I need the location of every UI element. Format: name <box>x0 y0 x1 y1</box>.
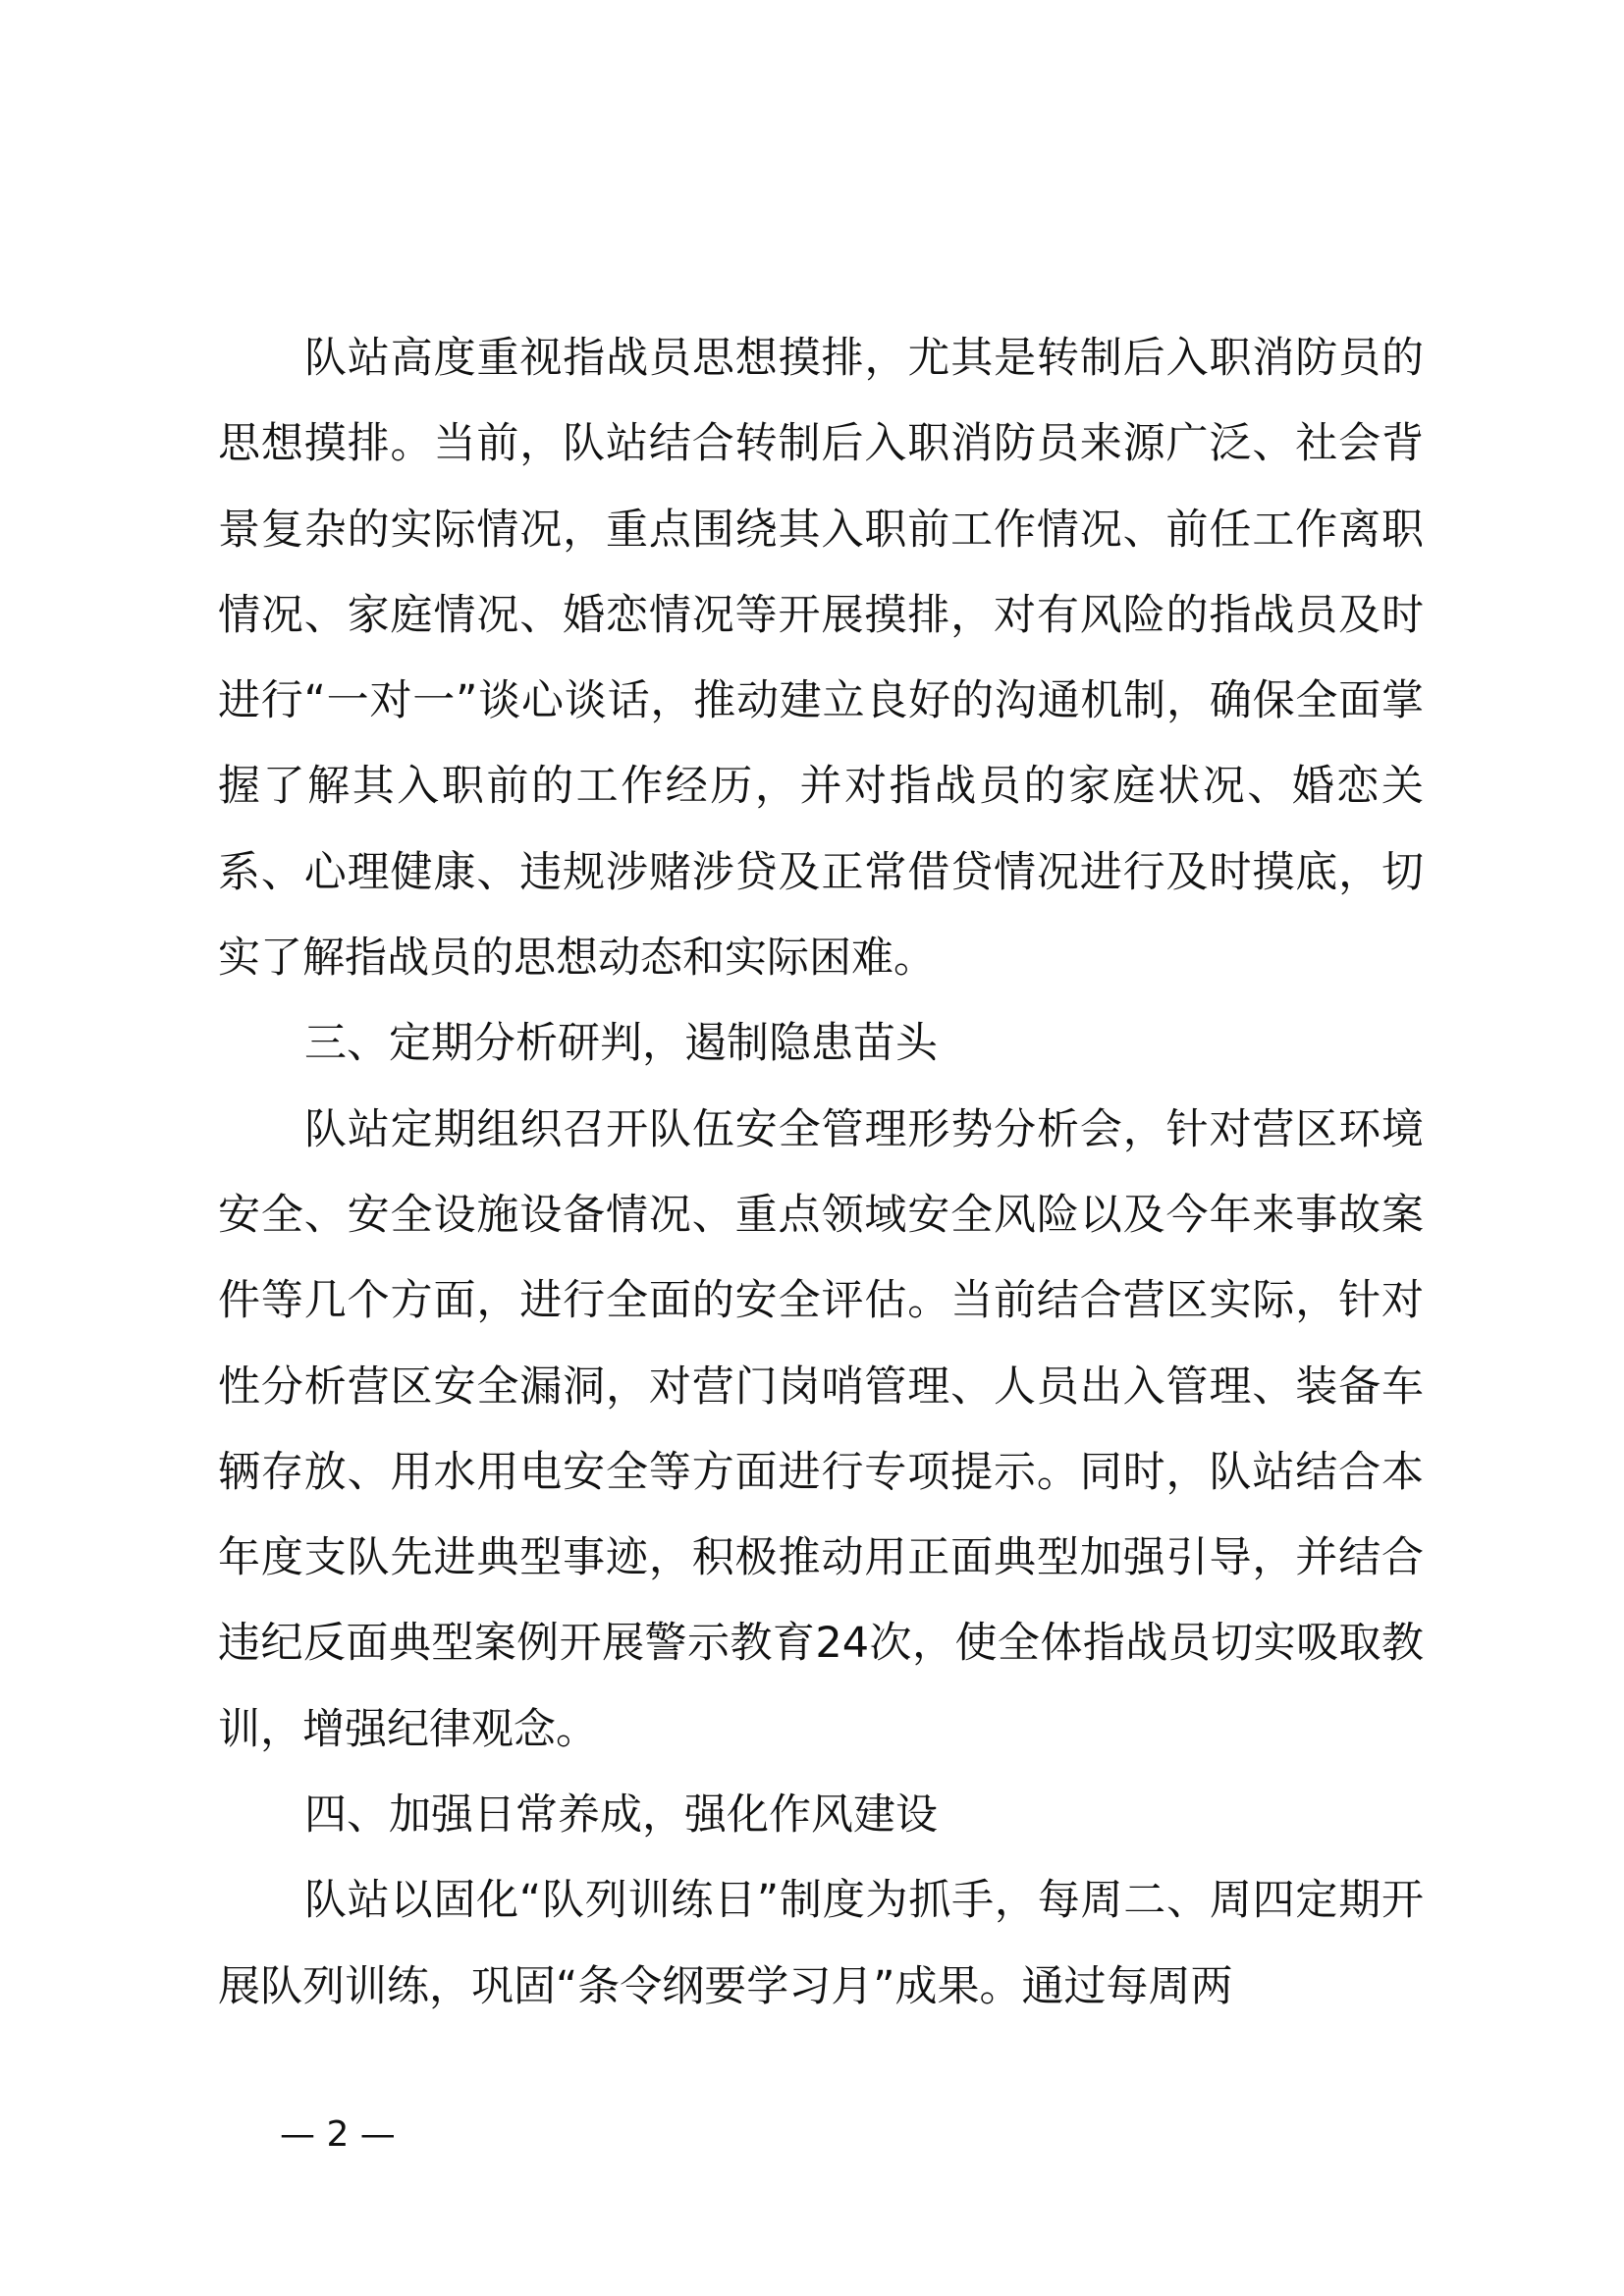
section-heading-4: 四、加强日常养成，强化作风建设 <box>304 1790 938 1841</box>
section-heading-3: 三、定期分析研判，遏制隐患苗头 <box>304 1019 938 1069</box>
page-number: — 2 — <box>280 2114 396 2155</box>
document-body <box>218 316 1424 2030</box>
paragraph-ideology-screening: 队站高度重视指战员思想摸排，尤其是转制后入职消防员的思想摸排。当前，队站结合转制后入职消防员来源广泛、社会背景复杂的实际情况，重点围绕其入职前工作情况、前任工作离职情况、家庭情况、婚恋情况等开展摸排，对有风险的指战员及时进行“一对一”谈心谈话，推动建立良好的沟通机制，确保全面掌握了解其入职前的工作经历，并对指战员的家庭状况、婚恋关系、心理健康、违规涉赌涉贷及正常借贷情况进行及时摸底，切实了解指战员的思想动态和实际困难。 <box>218 334 1424 984</box>
paragraph-drill-training: 队站以固化“队列训练日”制度为抓手，每周二、周四定期开展队列训练，巩固“条令纲要学习月”成果。通过每周两 <box>218 1876 1424 2011</box>
paragraph-risk-analysis: 队站定期组织召开队伍安全管理形势分析会，针对营区环境安全、安全设施设备情况、重点领域安全风险以及今年来事故案件等几个方面，进行全面的安全评估。当前结合营区实际，针对性分析营区安全漏洞，对营门岗哨管理、人员出入管理、装备车辆存放、用水用电安全等方面进行专项提示。同时，队站结合本年度支队先进典型事迹，积极推动用正面典型加强引导，并结合违纪反面典型案例开展警示教育24次，使全体指战员切实吸取教训，增强纪律观念。 <box>218 1104 1424 1754</box>
